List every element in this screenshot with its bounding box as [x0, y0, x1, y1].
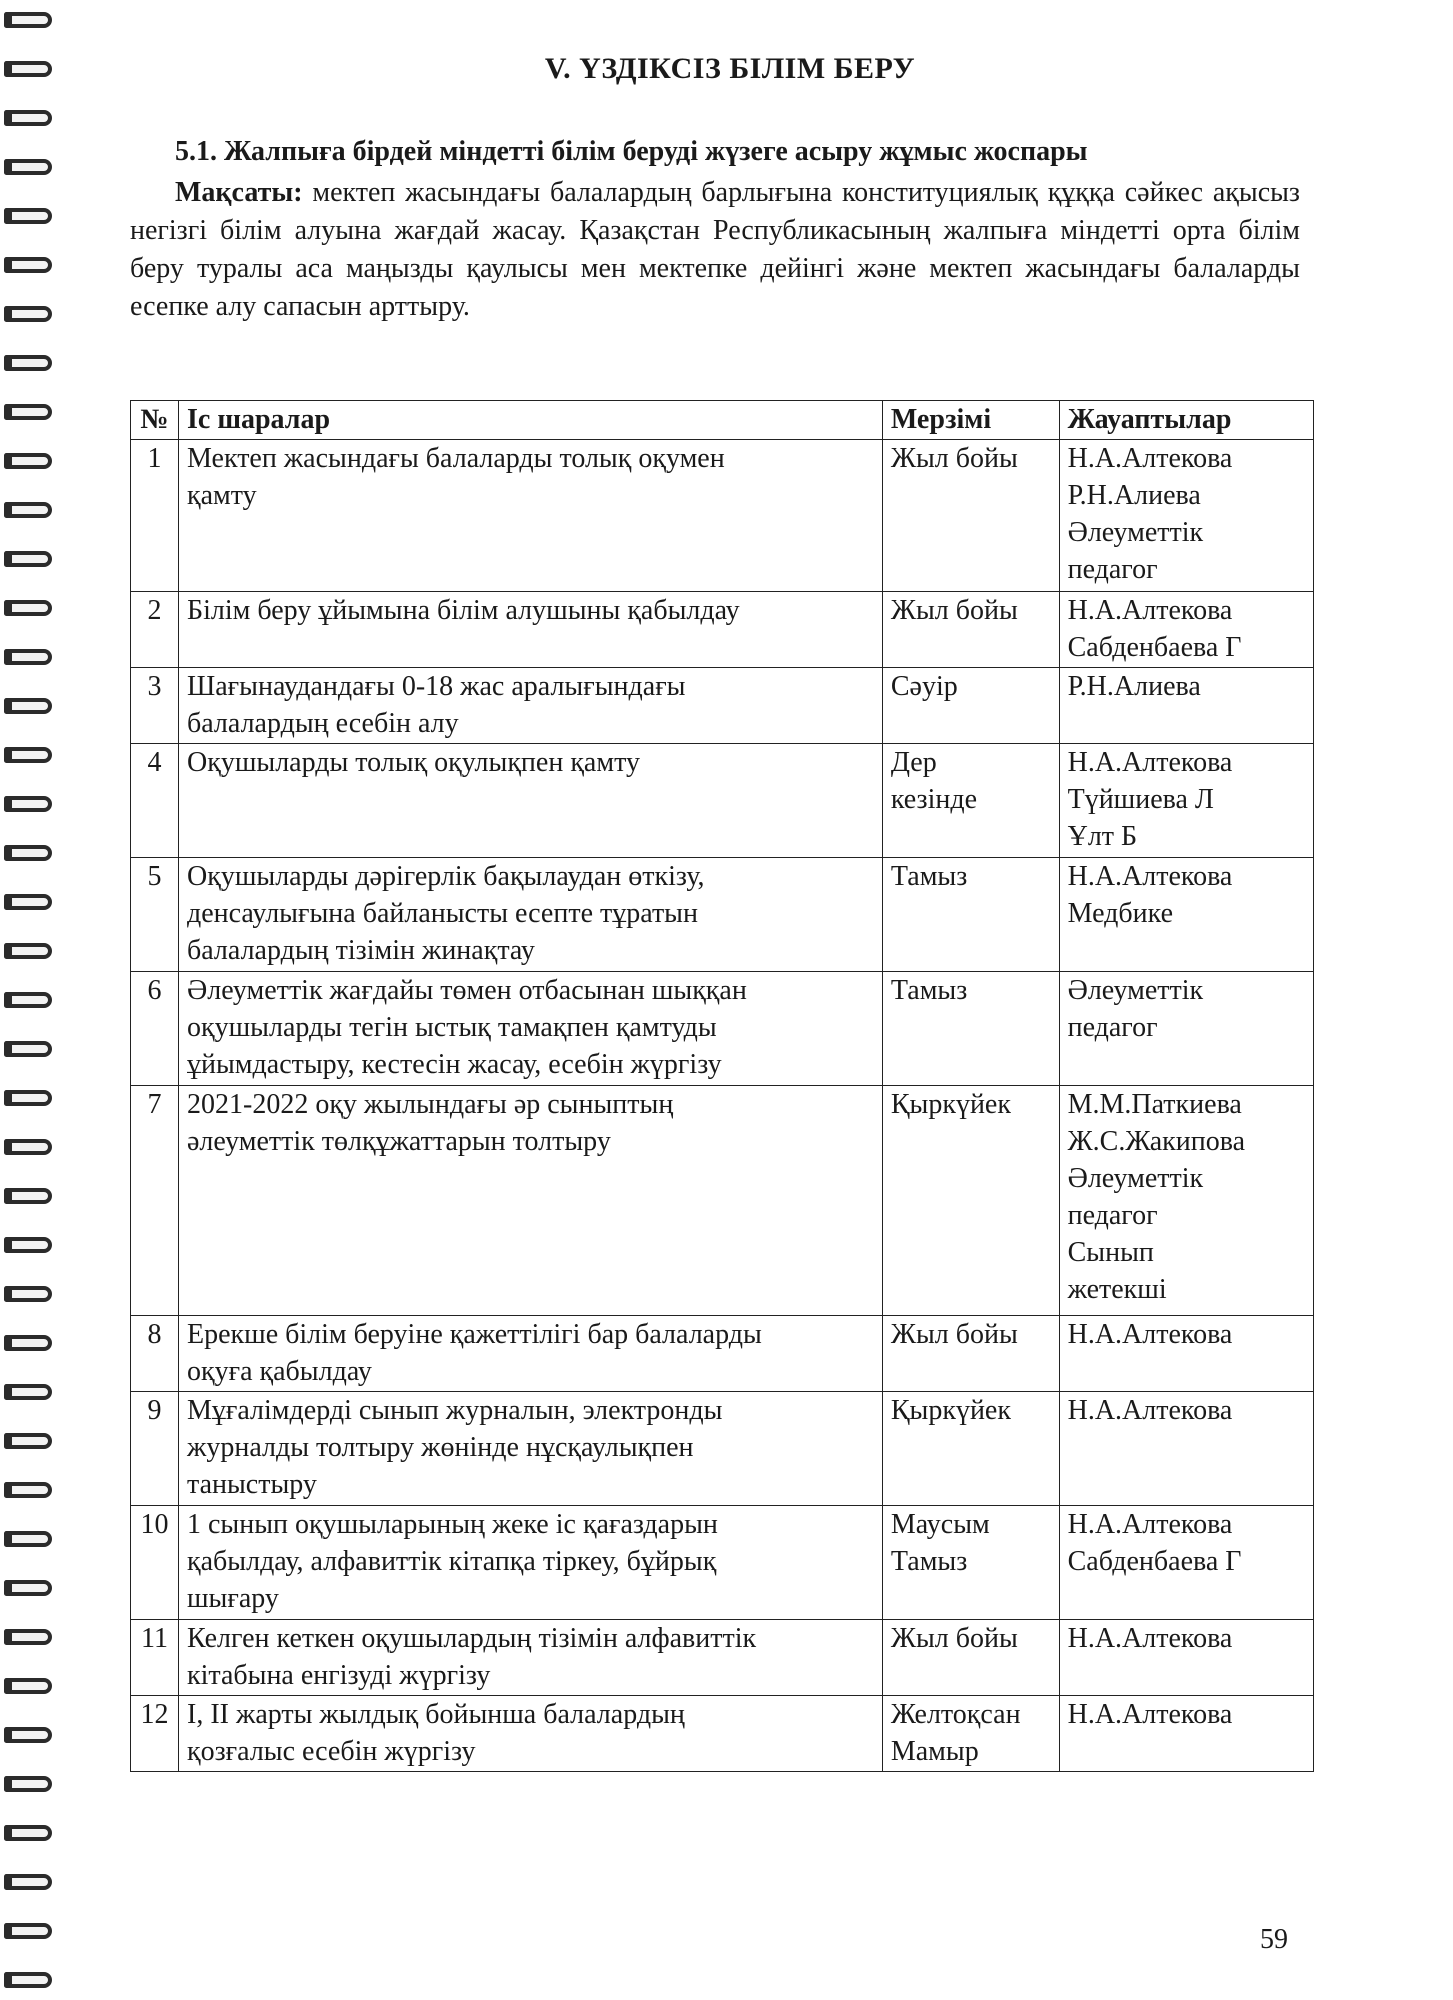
binding-loop: [4, 1580, 52, 1596]
cell-line: Ж.С.Жакипова: [1067, 1126, 1246, 1157]
cell-line: Сынып: [1067, 1237, 1154, 1268]
binding-loop: [4, 404, 52, 420]
cell-line: таныстыру: [187, 1469, 317, 1500]
binding-loop: [4, 698, 52, 714]
cell-line: Әлеуметтік: [1067, 1163, 1204, 1194]
table-row: [131, 1086, 1314, 1316]
binding-loop: [4, 992, 52, 1008]
cell-line: кезінде: [890, 784, 978, 815]
binding-loop: [4, 1727, 52, 1743]
cell-line: Р.Н.Алиева: [1067, 671, 1201, 702]
binding-loop: [4, 649, 52, 665]
cell-responsible: [1059, 668, 1313, 744]
cell-no: 11: [131, 1620, 179, 1696]
binding-loop: [4, 747, 52, 763]
binding-loop: [4, 306, 52, 322]
cell-line: Тамыз: [890, 861, 968, 892]
binding-loop: [4, 1825, 52, 1841]
cell-term: [882, 440, 1059, 592]
binding-loop: [4, 1139, 52, 1155]
binding-loop: [4, 600, 52, 616]
cell-responsible: [1059, 972, 1313, 1086]
cell-line: Н.А.Алтекова: [1067, 1395, 1233, 1426]
table-header-row: [131, 401, 1314, 440]
cell-line: Маусым: [890, 1509, 990, 1540]
cell-line: Оқушыларды дәрігерлік бақылаудан өткізу,: [187, 861, 705, 892]
cell-line: оқуға қабылдау: [187, 1356, 372, 1387]
cell-responsible: [1059, 592, 1313, 668]
cell-no: 2: [131, 592, 179, 668]
header-activity: Іс шаралар: [179, 401, 883, 440]
cell-line: шығару: [187, 1583, 279, 1614]
cell-line: Тамыз: [890, 1546, 968, 1577]
binding-loop: [4, 1041, 52, 1057]
cell-line: балалардың есебін алу: [187, 708, 459, 739]
cell-activity: [179, 972, 883, 1086]
cell-line: Жыл бойы: [890, 1319, 1018, 1350]
binding-loop: [4, 355, 52, 371]
binding-loop: [4, 1972, 52, 1988]
cell-line: педагог: [1067, 1012, 1158, 1043]
binding-loop: [4, 1923, 52, 1939]
binding-loop: [4, 208, 52, 224]
cell-responsible: [1059, 1506, 1313, 1620]
cell-responsible: [1059, 858, 1313, 972]
cell-line: Жыл бойы: [890, 595, 1018, 626]
cell-no: 8: [131, 1316, 179, 1392]
goal-text: мектеп жасындағы балалардың барлығына конституциялық құққа сәйкес ақысыз негізгі білім алуына жағдай жасау. Қазақстан Республикасының жалпыға міндетті орта білім беру туралы аса маңызды қаулысы мен мектепке дейінгі және мектеп жасындағы балаларды есепке алу сапасын арттыру.: [130, 177, 1300, 322]
cell-no: 10: [131, 1506, 179, 1620]
cell-term: [882, 858, 1059, 972]
cell-term: [882, 1392, 1059, 1506]
cell-no: 6: [131, 972, 179, 1086]
cell-line: Мамыр: [890, 1736, 979, 1767]
cell-line: Оқушыларды толық оқулықпен қамту: [187, 747, 640, 778]
header-term: Мерзімі: [882, 401, 1059, 440]
cell-responsible: [1059, 1316, 1313, 1392]
binding-loop: [4, 1090, 52, 1106]
cell-line: қамту: [187, 480, 257, 511]
cell-term: [882, 592, 1059, 668]
binding-loop: [4, 1433, 52, 1449]
cell-activity: [179, 440, 883, 592]
binding-loop: [4, 894, 52, 910]
table-row: [131, 858, 1314, 972]
cell-line: ұйымдастыру, кестесін жасау, есебін жүргізу: [187, 1049, 722, 1080]
cell-term: [882, 1696, 1059, 1772]
cell-line: Н.А.Алтекова: [1067, 595, 1233, 626]
table-row: [131, 1392, 1314, 1506]
cell-line: Н.А.Алтекова: [1067, 747, 1233, 778]
table-row: [131, 744, 1314, 858]
cell-activity: [179, 668, 883, 744]
header-number: №: [131, 401, 179, 440]
cell-no: 12: [131, 1696, 179, 1772]
cell-line: оқушыларды тегін ыстық тамақпен қамтуды: [187, 1012, 717, 1043]
binding-loop: [4, 12, 52, 28]
cell-line: педагог: [1067, 1200, 1158, 1231]
cell-line: кітабына енгізуді жүргізу: [187, 1660, 491, 1691]
binding-loop: [4, 1629, 52, 1645]
cell-line: Әлеуметтік: [1067, 975, 1204, 1006]
cell-activity: [179, 744, 883, 858]
cell-line: Медбике: [1067, 898, 1173, 929]
binding-loop: [4, 1384, 52, 1400]
cell-line: I, II жарты жылдық бойынша балалардың: [187, 1699, 685, 1730]
cell-activity: [179, 1086, 883, 1316]
cell-no: 3: [131, 668, 179, 744]
cell-line: балалардың тізімін жинақтау: [187, 935, 535, 966]
cell-line: Сабденбаева Г: [1067, 632, 1242, 663]
binding-loop: [4, 551, 52, 567]
cell-term: [882, 972, 1059, 1086]
cell-term: [882, 744, 1059, 858]
cell-line: Н.А.Алтекова: [1067, 1509, 1233, 1540]
binding-loop: [4, 1874, 52, 1890]
goal-label: Мақсаты:: [175, 177, 303, 208]
cell-term: [882, 668, 1059, 744]
table-row: [131, 1620, 1314, 1696]
page-number: 59: [1260, 1924, 1288, 1955]
cell-line: жетекші: [1067, 1274, 1167, 1305]
binding-loop: [4, 1188, 52, 1204]
binding-loop: [4, 453, 52, 469]
header-responsible: Жауаптылар: [1059, 401, 1313, 440]
cell-line: Келген кеткен оқушылардың тізімін алфавиттік: [187, 1623, 757, 1654]
table-row: [131, 972, 1314, 1086]
cell-responsible: [1059, 744, 1313, 858]
goal-paragraph: [130, 174, 1300, 326]
cell-responsible: [1059, 440, 1313, 592]
cell-line: Желтоқсан: [890, 1699, 1021, 1730]
cell-activity: [179, 1392, 883, 1506]
cell-term: [882, 1620, 1059, 1696]
binding-loop: [4, 1286, 52, 1302]
section-subtitle: 5.1. Жалпыға бірдей міндетті білім беруді жүзеге асыру жұмыс жоспары: [175, 136, 1088, 167]
cell-line: Н.А.Алтекова: [1067, 443, 1233, 474]
cell-line: Дер: [890, 747, 937, 778]
cell-no: 4: [131, 744, 179, 858]
cell-activity: [179, 1506, 883, 1620]
binding-loop: [4, 796, 52, 812]
binding-loop: [4, 110, 52, 126]
cell-line: Қыркүйек: [890, 1395, 1011, 1426]
cell-line: Шағынаудандағы 0-18 жас аралығындағы: [187, 671, 686, 702]
cell-line: М.М.Паткиева: [1067, 1089, 1242, 1120]
cell-activity: [179, 1316, 883, 1392]
cell-line: Әлеуметтік жағдайы төмен отбасынан шыққан: [187, 975, 747, 1006]
cell-line: Білім беру ұйымына білім алушыны қабылдау: [187, 595, 740, 626]
work-plan-table: [130, 400, 1314, 1772]
cell-responsible: [1059, 1392, 1313, 1506]
cell-line: Ерекше білім беруіне қажеттілігі бар балаларды: [187, 1319, 762, 1350]
cell-activity: [179, 1620, 883, 1696]
binding-loop: [4, 943, 52, 959]
binding-loop: [4, 61, 52, 77]
cell-line: Р.Н.Алиева: [1067, 480, 1201, 511]
cell-line: Сабденбаева Г: [1067, 1546, 1242, 1577]
cell-activity: [179, 1696, 883, 1772]
cell-line: 2021-2022 оқу жылындағы әр сыныптың: [187, 1089, 674, 1120]
binding-loop: [4, 1482, 52, 1498]
cell-no: 9: [131, 1392, 179, 1506]
cell-line: Н.А.Алтекова: [1067, 861, 1233, 892]
binding-loop: [4, 502, 52, 518]
table-row: [131, 668, 1314, 744]
cell-activity: [179, 592, 883, 668]
cell-responsible: [1059, 1086, 1313, 1316]
cell-no: 5: [131, 858, 179, 972]
cell-line: Н.А.Алтекова: [1067, 1623, 1233, 1654]
cell-line: педагог: [1067, 554, 1158, 585]
cell-responsible: [1059, 1620, 1313, 1696]
binding-loop: [4, 1678, 52, 1694]
binding-loop: [4, 1776, 52, 1792]
spiral-binding: [0, 0, 60, 2000]
binding-loop: [4, 159, 52, 175]
table-row: [131, 1506, 1314, 1620]
table-row: [131, 440, 1314, 592]
cell-line: Н.А.Алтекова: [1067, 1699, 1233, 1730]
table-body: [131, 440, 1314, 1772]
binding-loop: [4, 845, 52, 861]
cell-line: Түйшиева Л: [1067, 784, 1214, 815]
cell-line: Әлеуметтік: [1067, 517, 1204, 548]
cell-line: қозғалыс есебін жүргізу: [187, 1736, 476, 1767]
cell-line: Жыл бойы: [890, 443, 1018, 474]
cell-line: Тамыз: [890, 975, 968, 1006]
cell-no: 1: [131, 440, 179, 592]
table-row: [131, 1316, 1314, 1392]
table-row: [131, 1696, 1314, 1772]
cell-line: Мектеп жасындағы балаларды толық оқумен: [187, 443, 725, 474]
cell-term: [882, 1506, 1059, 1620]
cell-line: әлеуметтік төлқұжаттарын толтыру: [187, 1126, 611, 1157]
cell-line: Мұғалімдерді сынып журналын, электронды: [187, 1395, 723, 1426]
page-title: V. ҮЗДІКСІЗ БІЛІМ БЕРУ: [544, 52, 916, 85]
binding-loop: [4, 1531, 52, 1547]
cell-line: Сәуір: [890, 671, 958, 702]
cell-line: Ұлт Б: [1067, 821, 1138, 852]
cell-responsible: [1059, 1696, 1313, 1772]
binding-loop: [4, 257, 52, 273]
cell-line: Жыл бойы: [890, 1623, 1018, 1654]
cell-no: 7: [131, 1086, 179, 1316]
document-page: [130, 0, 1330, 2000]
table-row: [131, 592, 1314, 668]
cell-line: қабылдау, алфавиттік кітапқа тіркеу, бұйрық: [187, 1546, 717, 1577]
cell-term: [882, 1316, 1059, 1392]
cell-activity: [179, 858, 883, 972]
binding-loop: [4, 1335, 52, 1351]
cell-line: Қыркүйек: [890, 1089, 1011, 1120]
cell-term: [882, 1086, 1059, 1316]
cell-line: журналды толтыру жөнінде нұсқаулықпен: [187, 1432, 694, 1463]
binding-loop: [4, 1237, 52, 1253]
cell-line: Н.А.Алтекова: [1067, 1319, 1233, 1350]
cell-line: 1 сынып оқушыларының жеке іс қағаздарын: [187, 1509, 718, 1540]
cell-line: денсаулығына байланысты есепте тұратын: [187, 898, 698, 929]
